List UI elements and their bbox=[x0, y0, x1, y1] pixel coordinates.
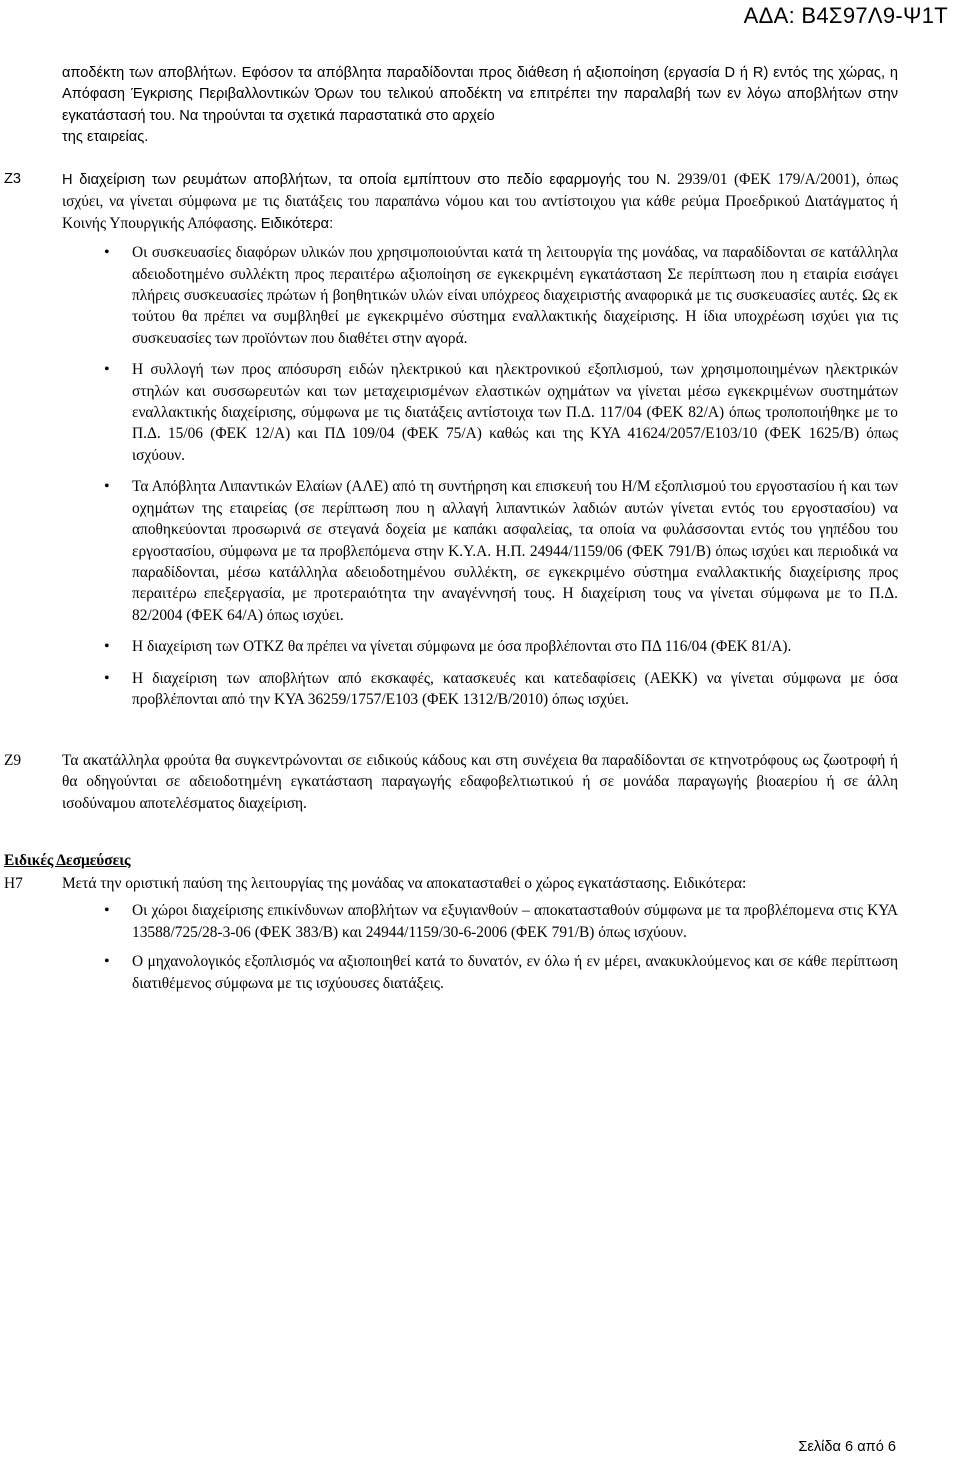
ada-code: ΑΔΑ: Β4Σ97Λ9-Ψ1Τ bbox=[743, 3, 948, 28]
list-item: • Ο μηχανολογικός εξοπλισμός να αξιοποιηθεί κατά το δυνατόν, εν όλω ή εν μέρει, ανακυκλούμενος και σε κάθε περίπτωση διατιθέμενος σύμφωνα με τις ισχύουσες διατάξεις. bbox=[62, 951, 898, 994]
list-item: • Η συλλογή των προς απόσυρση ειδών ηλεκτρικού και ηλεκτρονικού εξοπλισμού, των χρησιμοποιημένων ηλεκτρικών στηλών και συσσωρευτών και των μεταχειρισμένων ελαστικών οχημάτων να γίνεται μέσω εγκεκριμένων συστημάτων εναλλακτικής διαχείρισης, σύμφωνα με τις διατάξεις αντίστοιχα των Π.Δ. 117/04 (ΦΕΚ 82/Α) όπως τροποποιήθηκε με το Π.Δ. 15/06 (ΦΕΚ 12/Α) και ΠΔ 109/04 (ΦΕΚ 75/Α) καθώς και της ΚΥΑ 41624/2057/Ε103/10 (ΦΕΚ 1625/Β) όπως ισχύουν. bbox=[62, 359, 898, 466]
section-code-z3: Ζ3 bbox=[4, 171, 22, 187]
list-item: • Η διαχείριση των ΟΤΚΖ θα πρέπει να γίνεται σύμφωνα με όσα προβλέπονται στο ΠΔ 116/04 (ΦΕΚ 81/Α). bbox=[62, 636, 898, 657]
h7-text: Μετά την οριστική παύση της λειτουργίας της μονάδας να αποκατασταθεί ο χώρος εγκατάστασης. Ειδικότερα: bbox=[62, 875, 747, 892]
list-item: • Η διαχείριση των αποβλήτων από εκσκαφές, κατασκευές και κατεδαφίσεις (ΑΕΚΚ) να γίνεται σύμφωνα με όσα προβλέπονται από την ΚΥΑ 36259/1757/Ε103 (ΦΕΚ 1312/Β/2010) όπως ισχύει. bbox=[62, 668, 898, 711]
section-z3 bbox=[62, 169, 898, 710]
page-number: Σελίδα 6 από 6 bbox=[798, 1439, 896, 1455]
list-item: • Οι συσκευασίες διαφόρων υλικών που χρησιμοποιούνται κατά τη λειτουργία της μονάδας, να παραδίδονται σε κατάλληλα αδειοδοτημένο συλλέκτη προς περαιτέρω αξιοποίηση σε εγκεκριμένη εγκατάσταση Σε περίπτωση που η εταιρία εισάγει πλήρεις συσκευασίες πρώτων ή βοηθητικών υλών είναι υπόχρεος διαχειριστής αναφορικά με τις συσκευασίες αυτές. Ως εκ τούτου θα πρέπει να συμβληθεί με εγκεκριμένο σύστημα εναλλακτικής διαχείρισης. Η ίδια υποχρέωση ισχύει για τις συσκευασίες των προϊόντων που διαθέτει στην αγορά. bbox=[62, 242, 898, 349]
intro-paragraph bbox=[62, 63, 898, 149]
intro-text-end: της εταιρείας. bbox=[62, 129, 149, 146]
section-h7 bbox=[62, 873, 898, 994]
list-item: • Οι χώροι διαχείρισης επικίνδυνων αποβλήτων να εξυγιανθούν – αποκατασταθούν σύμφωνα με τα προβλέπομενα στις ΚΥΑ 13588/725/28-3-06 (ΦΕΚ 383/Β) και 24944/1159/30-6-2006 (ΦΕΚ 791/Β) όπως ισχύουν. bbox=[62, 900, 898, 943]
list-item: • Τα Απόβλητα Λιπαντικών Ελαίων (ΑΛΕ) από τη συντήρηση και επισκευή του Η/Μ εξοπλισμού του εργοστασίου ή και των οχημάτων της εταιρείας (σε περίπτωση που η αλλαγή λιπαντικών λαδιών αυτών γίνεται εντός του εργοστασίου) να αποθηκεύονται προσωρινά σε στεγανά δοχεία με καπάκι ασφαλείας, τα οποία να φυλάσσονται εντός του γηπέδου του εργοστασίου, σύμφωνα με τα προβλεπόμενα στην Κ.Υ.Α. Η.Π. 24944/1159/06 (ΦΕΚ 791/Β) όπως ισχύει και περιοδικά να παραδίδονται, μέσω κατάλληλα αδειοδοτημένου συλλέκτη, σε εγκεκριμένο σύστημα εναλλακτικής διαχείρισης προς περαιτέρω επεξεργασία, με προτεραιότητα την αναγέννησή τους. Η διαχείριση τους να γίνεται σύμφωνα με το Π.Δ. 82/2004 (ΦΕΚ 64/Α) όπως ισχύει. bbox=[62, 476, 898, 626]
section-z9: Τα ακατάλληλα φρούτα θα συγκεντρώνονται σε ειδικούς κάδους και στη συνέχεια θα παραδίδονται σε κτηνοτρόφους ως ζωοτροφή ή θα οδηγούνται σε αδειοδοτημένη εγκατάσταση παραγωγής εδαφοβελτιωτικού ή σε μονάδα παραγωγής βιοαερίου ή σε άλλη ισοδύναμου αποτελέσματος διαχείριση. bbox=[62, 752, 898, 812]
special-heading: Ειδικές Δεσμεύσεις bbox=[4, 852, 131, 869]
h7-bullet-list bbox=[62, 900, 898, 994]
z3-lead: Η διαχείριση των ρευμάτων αποβλήτων, τα οποία εμπίπτουν στο πεδίο εφαρμογής του Ν. bbox=[62, 172, 671, 188]
intro-text: αποδέκτη των αποβλήτων. Εφόσον τα απόβλητα παραδίδονται προς διάθεση ή αξιοποίηση (εργασία D ή R) εντός της χώρας, η Απόφαση Έγκρισης Περιβαλλοντικών Όρων του τελικού αποδέκτη να επιτρέπει την παραλαβή των εν λόγω αποβλήτων στην εγκατάστασή του. Να τηρούνται τα σχετικά παραστατικά στο αρχείο bbox=[62, 65, 898, 124]
section-code-z9: Ζ9 bbox=[4, 752, 22, 769]
section-code-h7: Η7 bbox=[4, 875, 23, 892]
z3-text: 2939/01 (ΦΕΚ 179/Α/2001), όπως ισχύει, να γίνεται σύμφωνα με τις διατάξεις του παραπάνω νόμου και του αντίστοιχου για κάθε ρεύμα Προεδρικού Διατάγματος ή Κοινής Υπουργικής Απόφασης. bbox=[62, 171, 898, 232]
z3-tail: Ειδικότερα: bbox=[260, 215, 334, 232]
z3-bullet-list bbox=[62, 242, 898, 710]
